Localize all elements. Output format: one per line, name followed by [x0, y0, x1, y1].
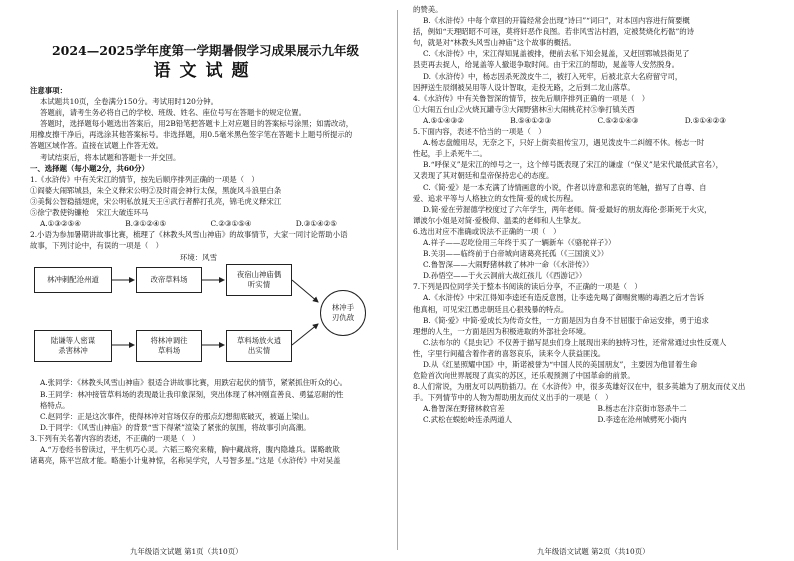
- question-5-line: 又表现了其对朝廷和皇帝保持忠心的态度。: [413, 171, 554, 181]
- note-line: 本试题共10页，全卷满分150分。考试用时120分钟。: [40, 97, 219, 107]
- question-5-line: 爱、追求平等与人格独立的女性简·爱的成长历程。: [413, 193, 578, 203]
- note-line: 答题时，选择题每小题选出答案后，用2B铅笔把答题卡上对应题目的答案标号涂黑；如需改动，: [40, 119, 354, 129]
- option-a: A.①③②⑤④: [40, 219, 81, 229]
- question-6-option: B.关羽——临终前于白帝城向诸葛亮托孤（《三国演义》）: [423, 249, 609, 259]
- text-line: D.《水浒传》中，杨志因杀死泼皮牛二，被打入死牢，后被北京大名府留守司，: [423, 71, 683, 81]
- option-b: B.杨志在汴京街市怒杀牛二: [597, 404, 687, 414]
- text-line: 句，就是对“林教头风雪山神庙”这个故事的概括。: [413, 38, 576, 48]
- question-8-options: [413, 414, 772, 425]
- question-7-line: A.《水浒传》中宋江得知李逵还有造反意图，让李逵先喝了御赐赏赐的毒酒之后才告诉: [423, 293, 705, 303]
- diagram-box: 陆谦等人密谋杀害林冲: [34, 330, 112, 362]
- question-7-line: B.《简·爱》中简·爱成长为传奇女性，一方面是因为自身不甘屈服于命运安排，勇于追求: [423, 315, 709, 325]
- option-c: C.武松在蜈蚣岭连杀两道人: [423, 415, 513, 425]
- text-line: 括，例如“天理昭昭不可诬，莫将奸恶作良图。若非风雪沾村酒，定被焚烧化朽骷”的诗: [413, 27, 695, 37]
- plot-diagram: [30, 252, 381, 375]
- option-a: A.鲁智深在野猪林救官差: [423, 404, 505, 414]
- diagram-circle: 林冲手刃仇敌: [320, 290, 366, 336]
- question-8-options: [413, 403, 772, 414]
- diagram-box: 林冲刺配沧州道: [34, 267, 112, 293]
- question-2-option: D.于同学：《风雪山神庙》的背景“雪下得紧”渲染了紧张的氛围，将故事引向高潮。: [40, 422, 311, 432]
- question-1-options: [30, 218, 381, 229]
- question-4-items: ①大闹五台山②火烧瓦罐寺③大闹野猪林④大闹桃花村⑤拳打镇关西: [413, 104, 635, 114]
- exam-title: 2024—2025学年度第一学期暑假学习成果展示九年级: [51, 43, 360, 58]
- notes-heading: 注意事项：: [30, 86, 67, 95]
- text-line: 的赞美。: [413, 5, 443, 14]
- page-footer: 九年级语文试题 第1页（共10页）: [130, 547, 243, 556]
- right-page: [397, 0, 794, 561]
- question-7-line: D.从《红星照耀中国》中，斯诺被誉为“中国人民的美国朋友”，主要因为他冒着生命: [423, 360, 698, 369]
- option-c: C.②③①⑤④: [210, 219, 252, 229]
- note-line: 答题区域作答。直接在试题上作答无效。: [30, 141, 164, 151]
- diagram-box: 草料场放火逍出实情: [226, 330, 292, 362]
- section-heading: 一、选择题（每小题2分，共60分）: [30, 163, 149, 173]
- exam-subtitle: 语文试题: [153, 61, 258, 81]
- question-4-stem: 4.《水浒传》中有关鲁智深的情节，按先后顺序排列正确的一项是（ ）: [413, 93, 650, 103]
- text-line: C.《水浒传》中，宋江得知晁盖被排，便前去私下知会晁盖，又赶回郓城县衙见了: [423, 49, 690, 59]
- question-2-option: 格特点。: [40, 400, 70, 410]
- question-2-option: A.张同学：《林教头风雪山神庙》很适合讲故事比赛，用跌宕起伏的情节，紧紧抓住听众的心。: [40, 378, 348, 388]
- question-6-option: D.孙悟空——于火云洞前大战红孩儿（《西游记》）: [423, 271, 587, 281]
- option-d: D.⑤①④②③: [684, 115, 726, 125]
- diagram-box: 改帝草料场: [136, 267, 202, 293]
- question-5-line: 性起，手上杀死牛二。: [413, 149, 487, 159]
- question-1-line: ①阎婆大闹郓城县，朱仝义释宋公明②及时雨会神行太保，黑旋风斗浪里白条: [30, 185, 282, 195]
- option-a: A.⑤①④③②: [423, 115, 464, 125]
- question-3-stem: 3.下列有关名著内容的表述，不正确的一项是（ ）: [30, 433, 200, 443]
- note-line: 考试结束后，将本试题和答题卡一并交回。: [40, 152, 181, 162]
- question-7-line: C.法布尔的《昆虫记》不仅善于描写昆虫们身上展现出来的独特习性，还常常通过虫性反观人: [423, 337, 727, 347]
- question-7-line: 他真相，可见宋江愚忠朝廷且心狠残暴的特点。: [413, 304, 569, 314]
- question-1-stem: 1.《水浒传》中有关宋江的情节，按先后顺序排列正确的一项是（ ）: [30, 174, 259, 184]
- question-5-line: D.简·爱在劳渥德学校度过了六年学生，两年老师。简·爱最好的朋友海伦·彭斯死于火灾，: [423, 204, 712, 214]
- question-6-stem: 6.选出对应不准确或说法不正确的一项（ ）: [413, 226, 561, 236]
- question-5-line: 谭波尔小姐是对简·爱极仰、温柔的老师和人生挚友。: [413, 215, 586, 225]
- question-5-line: B.“呼保义”是宋江的绰号之一，这个绰号既表现了宋江的谦虚（“保义”是宋代最低武官名），: [423, 160, 724, 170]
- question-2-option: C.赵同学：正是这次事件，使得林冲对官场仅存的那点幻想彻底破灭，被逼上梁山。: [40, 411, 314, 421]
- text-line: 县吏再去捉人，给晁盖等人撤退争取时间。由于宋江的帮助，晁盖等人安然脱身。: [413, 60, 680, 70]
- text-line: B.《水浒传》中每个章回的开篇经常会出现“诗曰”“词曰”，对本回内容进行简要概: [423, 16, 690, 26]
- question-7-line: 危险首次向世界展现了真实的苏区，还乐观预测了中国革命的前景。: [413, 371, 635, 381]
- question-5-line: A.杨志盘缠用尽，无奈之下，只好上街卖祖传宝刀，遇见泼皮牛二纠缠不休。杨志一时: [423, 138, 705, 148]
- question-6-option: A.祥子——忍吃俭用三年终于买了一辆新车（《骆驼祥子》）: [423, 237, 616, 247]
- question-5-line: C.《简·爱》是一本充满了诗情画意的小说，作者以诗意和悲哀的笔触，描写了自尊、自: [423, 182, 707, 192]
- question-8-stem-cont: 手。下列情节中的人物为帮助朋友而仗义出手的一项是（ ）: [413, 393, 613, 403]
- question-8-stem: 8.人们常说，为朋友可以两肋插刀。在《水浒传》中，很多英雄好汉在中，很多英雄为了朋友而仗义出: [413, 382, 746, 392]
- diagram-box: 夜宿山神庙偶听实情: [226, 264, 292, 296]
- question-2-option: B.王同学：林冲接管草料场的表现最让我印象深刻，突出体现了林冲刚直善良、勇猛忍耐的性: [40, 389, 344, 399]
- diagram-box: 将林冲调往草料场: [136, 330, 202, 362]
- option-d: D.③①④②⑤: [295, 219, 337, 229]
- diagram-environment-label: 环境：风雪: [180, 253, 217, 263]
- option-d: D.李逵在沧州城劈死小衙内: [597, 415, 687, 425]
- question-7-line: 理想的人生，一方面是因为积极进取的外部社会环境。: [413, 326, 591, 336]
- option-b: B.⑤④①②③: [510, 115, 552, 125]
- page-footer: 九年级语文试题 第2页（共10页）: [537, 547, 650, 556]
- question-1-line: ⑤徐宁教使钩镰枪 宋江大破连环马: [30, 208, 149, 218]
- question-1-line: ③美髯公智稳插翅虎，宋公明私放晁天王④武行者醉打孔亮，锦毛虎义释宋江: [30, 196, 282, 206]
- question-3-line: 诸葛亮，陈平岂敌才能。略施小计鬼神惊，名称吴学究，人号智多星。”这是《水浒传》中对吴盖: [30, 456, 341, 466]
- note-line: 答题前，请考生务必将自己的学校、班级、姓名、座位号写在答题卡的规定位置。: [40, 108, 307, 118]
- option-b: B.③①②④⑤: [125, 219, 167, 229]
- question-2-stem-cont: 故事，下列讨论中，有误的一项是（ ）: [30, 241, 164, 251]
- question-7-line: 性，字里行间蕴含着作者的喜怒哀乐，读来令人获益匪浅。: [413, 348, 606, 358]
- note-line: 用橡皮擦干净后，再选涂其他答案标号。非选择题，用0.5毫米黑色签字笔在答题卡上题号所提示的: [30, 130, 353, 140]
- question-7-stem: 7.下列是四位同学关于整本书阅读的读后分享，不正确的一项是（ ）: [413, 282, 642, 292]
- option-c: C.⑤②①④③: [597, 115, 639, 125]
- text-line: 因押送生辰纲被吴用等人设计智取，走投无路，之后到二龙山落草。: [413, 82, 635, 92]
- question-6-option: C.鲁智深——大闹野猪林救了林冲一命（《水浒传》）: [423, 260, 594, 270]
- question-5-stem: 5.下面内容，表述不恰当的一项是（ ）: [413, 127, 546, 137]
- question-2-stem: 2.小语为参加暑期讲故事比赛，梳理了《林教头风雪山神庙》的故事情节，大家一同讨论帮助小语: [30, 230, 348, 240]
- question-3-line: A.“万卷经书曾读过，平生机巧心灵。六韬三略究来精，胸中藏战将，腹内隐雄兵。谋略敢欺: [40, 444, 340, 454]
- question-4-options: [413, 115, 772, 126]
